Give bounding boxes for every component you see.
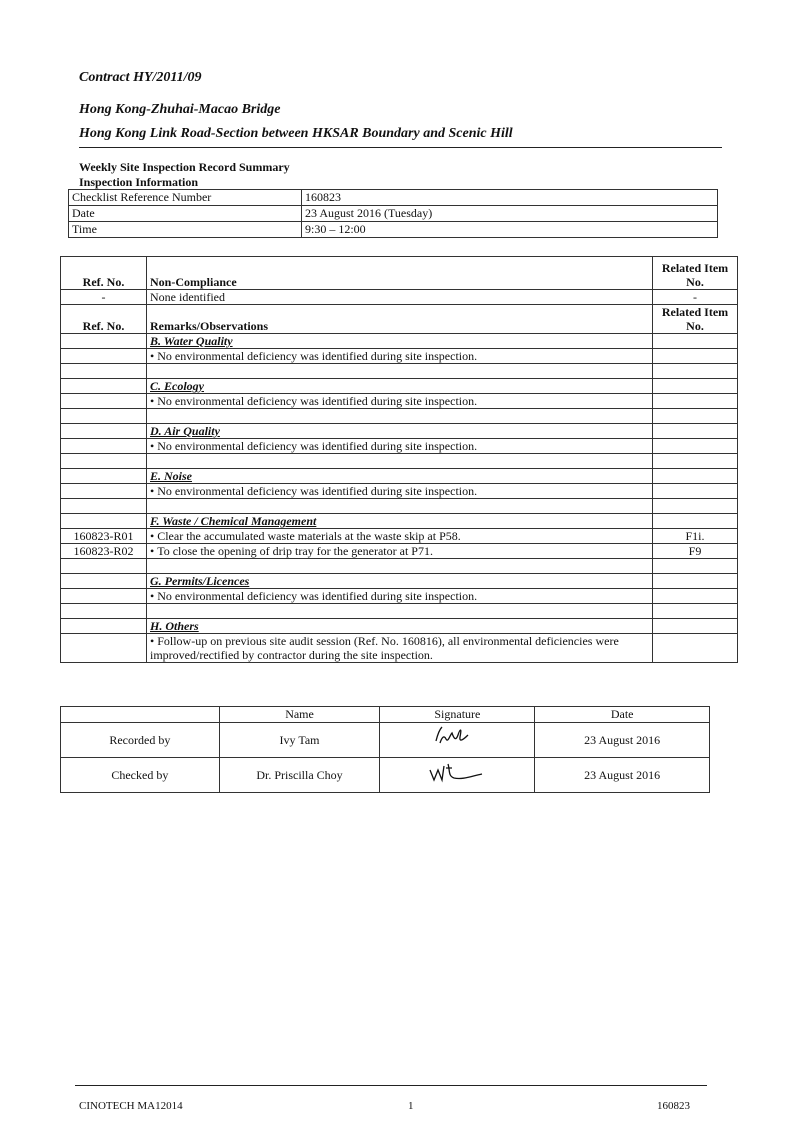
remark-cell: • Follow-up on previous site audit session (Ref. No. 160816), all environmental deficiencies were improved/rectified by contractor during the site inspection.: [147, 634, 653, 663]
section-title: H. Others: [147, 619, 653, 634]
table-header-row: [61, 305, 738, 334]
info-row: [69, 190, 718, 206]
section-row: [61, 574, 738, 589]
footer-reference: 160823: [657, 1100, 690, 1112]
spacer-row: [61, 604, 738, 619]
footer-document-code: CINOTECH MA12014: [79, 1100, 183, 1112]
ref-cell: 160823-R02: [61, 544, 147, 559]
footer-rule: [75, 1085, 707, 1086]
table-row: [61, 439, 738, 454]
remark-cell: • No environmental deficiency was identified during site inspection.: [147, 439, 653, 454]
role-label: Recorded by: [61, 723, 220, 758]
info-label: Date: [69, 206, 302, 222]
inspection-info-table: [68, 189, 718, 238]
item-cell: F9: [653, 544, 738, 559]
table-row: [61, 349, 738, 364]
info-value: 160823: [302, 190, 718, 206]
info-value: 23 August 2016 (Tuesday): [302, 206, 718, 222]
section-title: G. Permits/Licences: [147, 574, 653, 589]
related-item-header: Related Item No.: [653, 305, 738, 334]
item-cell: [653, 349, 738, 364]
sign-date: 23 August 2016: [535, 758, 710, 793]
section-row: [61, 379, 738, 394]
section-title: C. Ecology: [147, 379, 653, 394]
ref-cell: [61, 349, 147, 364]
signature-image: [380, 758, 535, 793]
spacer-row: [61, 364, 738, 379]
non-compliance-header: Non-Compliance: [147, 257, 653, 290]
non-compliance-cell: None identified: [147, 290, 653, 305]
contract-number: Contract HY/2011/09: [79, 70, 202, 85]
signature-header: Signature: [380, 707, 535, 723]
item-cell: F1i.: [653, 529, 738, 544]
remark-cell: • To close the opening of drip tray for the generator at P71.: [147, 544, 653, 559]
remark-cell: • No environmental deficiency was identified during site inspection.: [147, 589, 653, 604]
ref-cell: [61, 634, 147, 663]
ref-cell: [61, 439, 147, 454]
ref-cell: [61, 394, 147, 409]
signature-table: [60, 706, 710, 793]
table-row: [61, 589, 738, 604]
signature-image: [380, 723, 535, 758]
info-value: 9:30 – 12:00: [302, 222, 718, 238]
table-header-row: [61, 257, 738, 290]
spacer-row: [61, 409, 738, 424]
section-row: [61, 334, 738, 349]
info-row: [69, 222, 718, 238]
remark-cell: • No environmental deficiency was identified during site inspection.: [147, 394, 653, 409]
date-header: Date: [535, 707, 710, 723]
table-row: [61, 544, 738, 559]
remark-cell: • No environmental deficiency was identified during site inspection.: [147, 484, 653, 499]
ref-cell: 160823-R01: [61, 529, 147, 544]
section-title: D. Air Quality: [147, 424, 653, 439]
project-title: Hong Kong-Zhuhai-Macao Bridge: [79, 102, 281, 117]
table-row: [61, 394, 738, 409]
table-row: [61, 634, 738, 663]
findings-table: [60, 256, 738, 663]
section-title: B. Water Quality: [147, 334, 653, 349]
signer-name: Dr. Priscilla Choy: [219, 758, 380, 793]
info-title: Inspection Information: [79, 175, 199, 189]
ref-cell: [61, 484, 147, 499]
item-cell: -: [653, 290, 738, 305]
spacer-row: [61, 454, 738, 469]
ref-no-header: Ref. No.: [61, 257, 147, 290]
remark-cell: • Clear the accumulated waste materials at the waste skip at P58.: [147, 529, 653, 544]
table-row: [61, 290, 738, 305]
info-label: Time: [69, 222, 302, 238]
signer-name: Ivy Tam: [219, 723, 380, 758]
section-row: [61, 469, 738, 484]
signature-row: [61, 758, 710, 793]
item-cell: [653, 394, 738, 409]
section-row: [61, 514, 738, 529]
summary-title: Weekly Site Inspection Record Summary: [79, 160, 290, 174]
related-item-header: Related Item No.: [653, 257, 738, 290]
remarks-header: Remarks/Observations: [147, 305, 653, 334]
section-row: [61, 619, 738, 634]
signature-header-row: [61, 707, 710, 723]
section-title: F. Waste / Chemical Management: [147, 514, 653, 529]
item-cell: [653, 589, 738, 604]
spacer-row: [61, 559, 738, 574]
project-section: Hong Kong Link Road-Section between HKSAR Boundary and Scenic Hill: [79, 126, 513, 141]
section-title: E. Noise: [147, 469, 653, 484]
spacer-row: [61, 499, 738, 514]
item-cell: [653, 439, 738, 454]
role-label: Checked by: [61, 758, 220, 793]
remark-cell: • No environmental deficiency was identified during site inspection.: [147, 349, 653, 364]
sign-date: 23 August 2016: [535, 723, 710, 758]
section-row: [61, 424, 738, 439]
item-cell: [653, 634, 738, 663]
table-row: [61, 529, 738, 544]
header-rule: [79, 147, 722, 148]
info-row: [69, 206, 718, 222]
page-number: 1: [408, 1100, 414, 1112]
ref-no-header: Ref. No.: [61, 305, 147, 334]
name-header: Name: [219, 707, 380, 723]
signature-row: [61, 723, 710, 758]
table-row: [61, 484, 738, 499]
item-cell: [653, 484, 738, 499]
ref-cell: [61, 589, 147, 604]
ref-cell: -: [61, 290, 147, 305]
info-label: Checklist Reference Number: [69, 190, 302, 206]
